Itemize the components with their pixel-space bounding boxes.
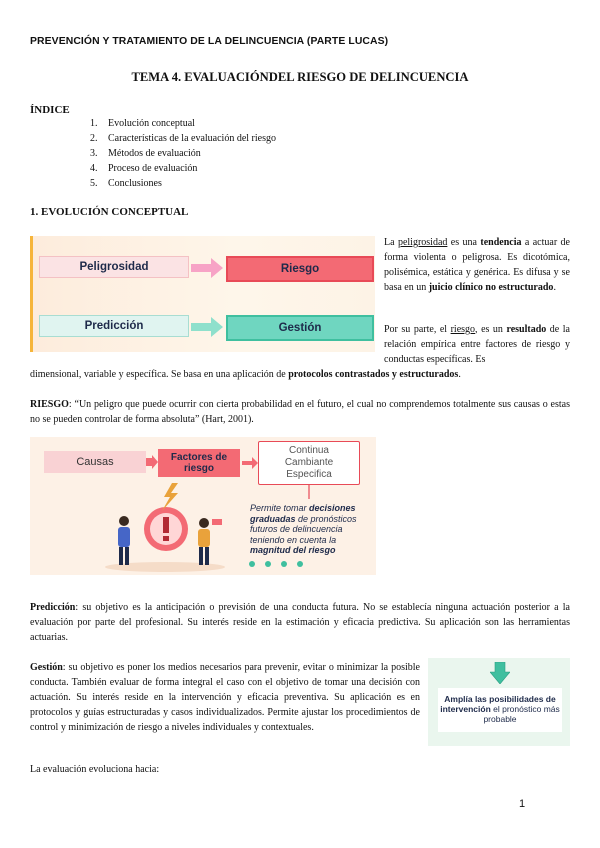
index-list (90, 116, 276, 191)
risk-factors-diagram (30, 437, 376, 575)
qualities-box: Continua Cambiante Especifica (258, 441, 360, 485)
index-item: 1. Evolución conceptual (90, 118, 195, 129)
factores-box: Factores de riesgo (158, 449, 240, 477)
index-item: 4. Proceso de evaluación (90, 163, 198, 174)
page-number: 1 (519, 798, 526, 810)
index-item: 5. Conclusiones (90, 178, 162, 189)
intervention-diagram (428, 658, 570, 746)
evolution-line: La evaluación evoluciona hacia: (30, 764, 160, 775)
intervention-box: Amplía las posibilidades de intervención el pronóstico más probable (438, 688, 562, 732)
arrow-down-icon (304, 485, 314, 499)
risk-decision-text: Permite tomar decisiones graduadas de pronósticos futuros de delincuencia teniendo en cuenta la magnitud del riesgo (250, 503, 357, 555)
arrow-right-icon (191, 317, 225, 337)
peligrosidad-box: Peligrosidad (39, 256, 189, 278)
index-item: 2. Características de la evaluación del riesgo (90, 133, 276, 144)
riesgo-definition: RIESGO: “Un peligro que puede ocurrir con cierta probabilidad en el futuro, el cual no comprendemos totalmente sus causas o estas no se pueden controlar de forma absoluta” (Hart, 2001). (30, 399, 570, 425)
gestion-paragraph: Gestión: su objetivo es poner los medios necesarios para prevenir, evitar o minimizar la posible conducta. También evaluar de forma integral el caso con el objetivo de tomar una decisión con actuación. Su interés reside en la intervención y eficacia preventiva. Su aplicación es en protocolos y guías estructuradas y casos individualizados. Permite ajustar los procedimientos de control y minimización de riesgo a niveles individuales y contextuales. (30, 662, 420, 733)
section-heading: 1. EVOLUCIÓN CONCEPTUAL (30, 206, 189, 218)
arrow-right-icon (242, 457, 258, 469)
riesgo-paragraph: Por su parte, el riesgo, es un resultado de la relación empírica entre factores de riesgo y conductas específicas. Es (384, 324, 570, 365)
index-item: 3. Métodos de evaluación (90, 148, 201, 159)
page-title: TEMA 4. EVALUACIÓNDEL RIESGO DE DELINCUENCIA (131, 70, 469, 84)
prediccion-paragraph: Predicción: su objetivo es la anticipación o previsión de una conducta futura. No se establecía ninguna actuación posterior a la evaluación por parte del profesional. Su interés reside en la estimación y eficacia predictiva. Su aplicación son las herramientas actuarias. (30, 602, 570, 643)
concept-diagram (30, 236, 375, 352)
causas-box: Causas (44, 451, 146, 473)
arrow-right-icon (191, 258, 225, 278)
decorative-dots (248, 559, 308, 569)
peligrosidad-paragraph: La peligrosidad es una tendencia a actuar de forma violenta o peligrosa. Es dicotómica, polisémica, estática y genérica. Es difusa y se basa en un juicio clínico no estructurado. (384, 237, 570, 293)
prediccion-box: Predicción (39, 315, 189, 337)
riesgo-box: Riesgo (226, 256, 374, 282)
arrow-down-icon (490, 662, 510, 684)
document-header: PREVENCIÓN Y TRATAMIENTO DE LA DELINCUENCIA (PARTE LUCAS) (30, 36, 389, 47)
people-warning-illustration (100, 481, 230, 573)
gestion-box: Gestión (226, 315, 374, 341)
riesgo-paragraph-cont: dimensional, variable y específica. Se basa en una aplicación de protocolos contrastados y estructurados. (30, 369, 461, 380)
arrow-right-icon (146, 455, 158, 469)
index-heading: ÍNDICE (30, 104, 70, 116)
